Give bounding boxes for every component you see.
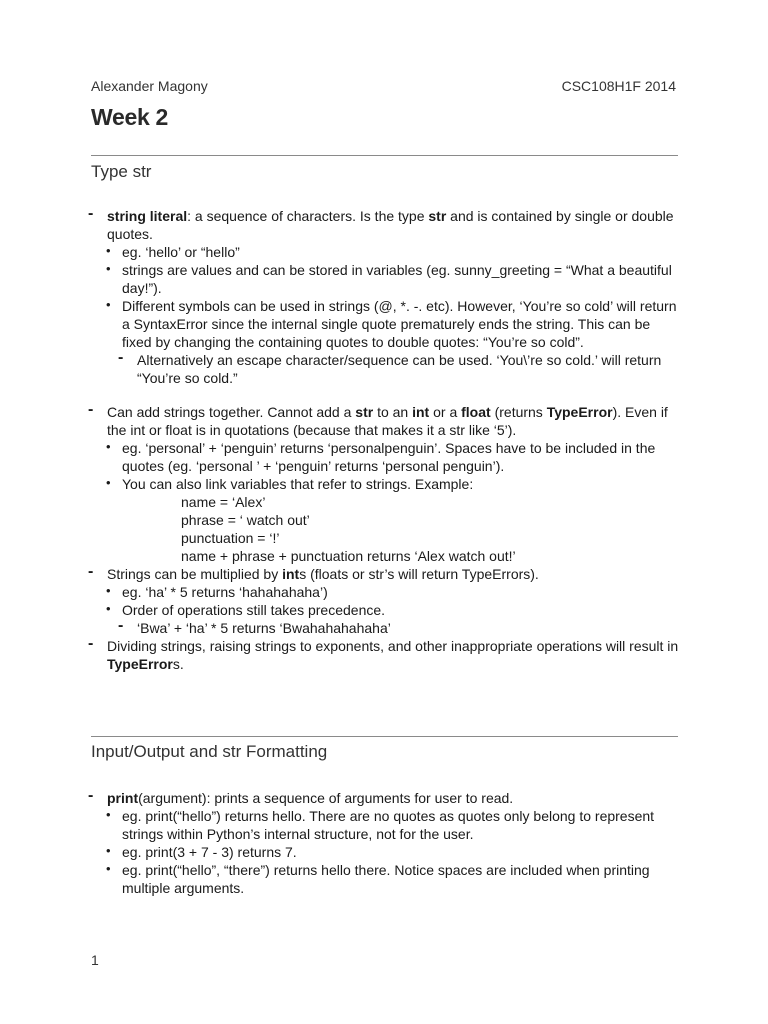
keyword-str: str: [355, 404, 374, 420]
list-item: [88, 637, 680, 673]
list-item: • eg. print(3 + 7 - 3) returns 7.: [88, 843, 680, 861]
code-line: name + phrase + punctuation returns ‘Alex watch out!’: [181, 548, 516, 564]
term-string-literal: string literal: [107, 208, 188, 224]
author-name: Alexander Magony: [91, 78, 208, 94]
text: Can add strings together. Cannot add a: [107, 404, 356, 420]
list-item: • Different symbols can be used in strings (@, *. -. etc). However, ‘You’re so cold’ will return a SyntaxError since the internal single quote prematurely ends the string. This can be fixed by changing the containing quotes to double quotes: “You’re so cold”.: [88, 297, 680, 351]
list-item: [88, 565, 680, 583]
code-line: name = ‘Alex’: [181, 494, 266, 510]
section-body-io: [88, 789, 680, 897]
keyword-int: int: [282, 566, 300, 582]
keyword-typeerror: TypeError: [107, 656, 173, 672]
text: Strings can be multiplied by: [107, 566, 283, 582]
spacer: [88, 387, 680, 403]
term-print: print: [107, 790, 139, 806]
list-item: • eg. ‘ha’ * 5 returns ‘hahahahaha’): [88, 583, 680, 601]
text: to an: [373, 404, 413, 420]
text: and is contained by single or double quotes.: [107, 208, 674, 242]
code-line: phrase = ‘ watch out’: [181, 512, 310, 528]
section-body-type-str: [88, 207, 680, 673]
text: : a sequence of characters. Is the type: [187, 208, 429, 224]
list-item: [88, 207, 680, 243]
list-item: • eg. print(“hello”, “there”) returns hello there. Notice spaces are included when printing multiple arguments.: [88, 861, 680, 897]
course-code: CSC108H1F 2014: [561, 78, 676, 94]
keyword-typeerror: TypeError: [546, 404, 613, 420]
text: s (floats or str’s will return TypeErrors).: [299, 566, 539, 582]
list-item: • eg. ‘personal’ + ‘penguin’ returns ‘personalpenguin’. Spaces have to be included in the quotes (eg. ‘personal ’ + ‘penguin’ returns ‘personal penguin’).: [88, 439, 680, 475]
keyword-float: float: [461, 404, 491, 420]
list-item: • eg. ‘hello’ or “hello”: [88, 243, 680, 261]
list-item: [88, 789, 680, 807]
list-item: - ‘Bwa’ + ‘ha’ * 5 returns ‘Bwahahahahaha’: [88, 619, 680, 637]
list-item: [88, 403, 680, 439]
code-line: punctuation = ‘!’: [181, 530, 280, 546]
list-item: • Order of operations still takes precedence.: [88, 601, 680, 619]
page-number: 1: [91, 952, 99, 968]
section-heading-type-str: Type str: [91, 162, 152, 181]
list-item: • strings are values and can be stored in variables (eg. sunny_greeting = “What a beautiful day!”).: [88, 261, 680, 297]
keyword-int: int: [412, 404, 430, 420]
list-item: • eg. print(“hello”) returns hello. There are no quotes as quotes only belong to represent strings within Python’s internal structure, not for the user.: [88, 807, 680, 843]
keyword-str: str: [428, 208, 447, 224]
list-item: • You can also link variables that refer to strings. Example:: [88, 475, 680, 493]
text: (argument): prints a sequence of arguments for user to read.: [138, 790, 514, 806]
text: or a: [429, 404, 462, 420]
text: s.: [172, 656, 184, 672]
text: ). Even if the int or float is in quotations (because that makes it a str like ‘5’).: [107, 404, 668, 438]
section-divider: [91, 736, 678, 737]
section-heading-io: Input/Output and str Formatting: [91, 742, 328, 761]
text: (returns: [490, 404, 547, 420]
section-divider: [91, 155, 678, 156]
text: Dividing strings, raising strings to exponents, and other inappropriate operations will result in: [107, 638, 679, 654]
page-title: Week 2: [91, 104, 169, 130]
list-item: - Alternatively an escape character/sequence can be used. ‘You\’re so cold.’ will return “You’re so cold.”: [88, 351, 680, 387]
